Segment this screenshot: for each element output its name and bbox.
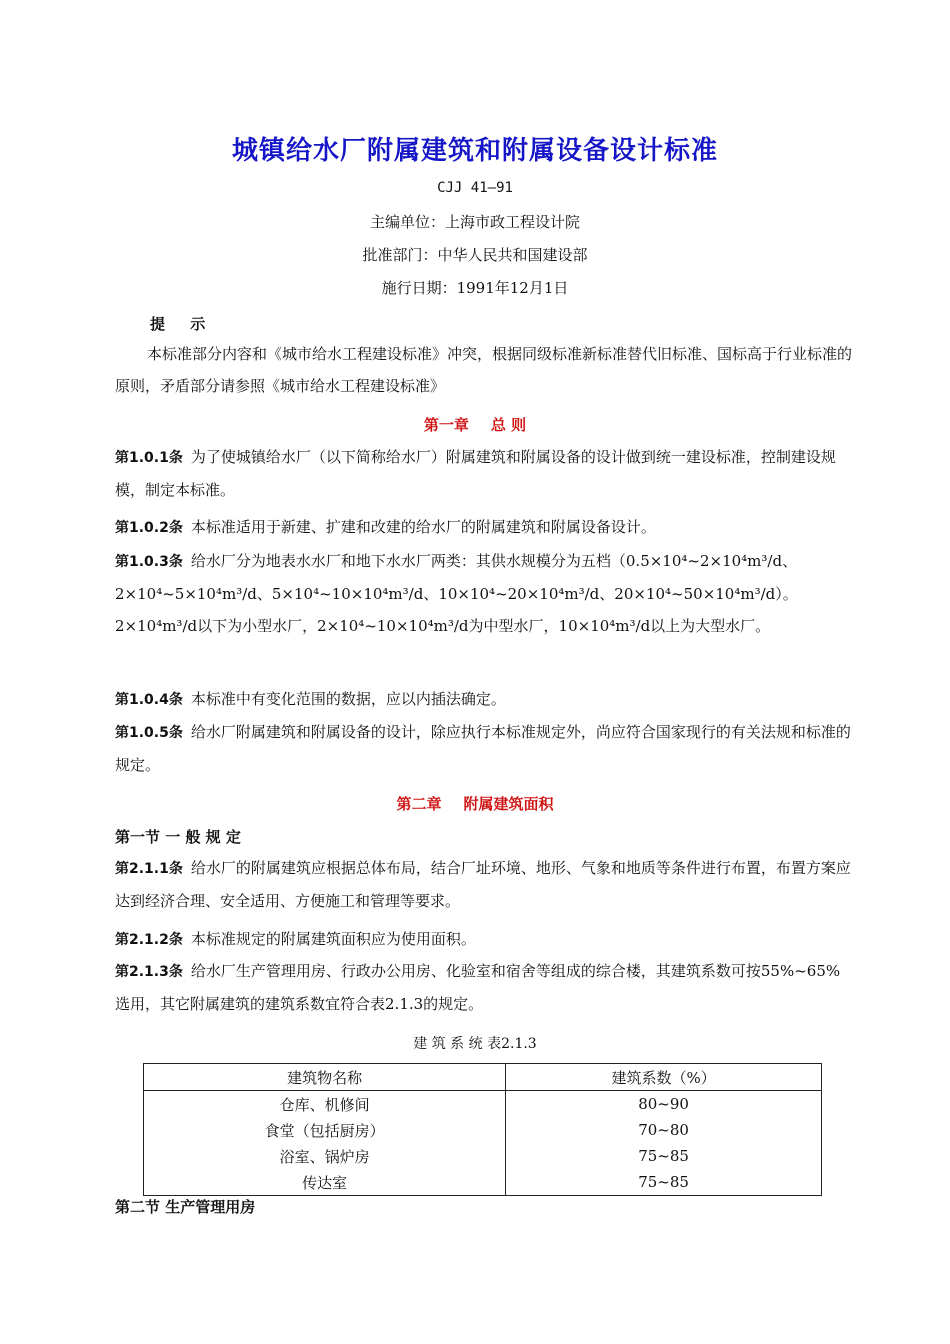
clause-text: 给水厂生产管理用房、行政办公用房、化验室和宿舍等组成的综合楼，其建筑系数可按55%~65%选用，其它附属建筑的建筑系数宜符合表2.1.3的规定。: [115, 962, 841, 1013]
table-caption: 建 筑 系 统 表2.1.3: [413, 1036, 537, 1052]
chapter-2-heading: [0, 793, 950, 814]
chapter-2-number: 第二章: [396, 795, 442, 813]
clause-number: 第1.0.5条: [115, 725, 183, 741]
notice-text: 本标准部分内容和《城市给水工程建设标准》冲突，根据同级标准新标准替代旧标准、国标高于行业标准的原则，矛盾部分请参照《城市给水工程建设标准》: [115, 345, 853, 395]
clause-1-0-1: [115, 441, 855, 506]
clause-number: 第2.1.3条: [115, 964, 183, 980]
building-name-cell: 食堂（包括厨房）: [144, 1117, 506, 1143]
table-header-row: [144, 1064, 822, 1091]
clause-text: 给水厂分为地表水水厂和地下水水厂两类：其供水规模分为五档（0.5×10⁴~2×10⁴m³/d、2×10⁴~5×10⁴m³/d、5×10⁴~10×10⁴m³/d、10×10⁴~20×10⁴m³/d、20×10⁴~50×10⁴m³/d）。2×10⁴m³/d以下为小型水厂，2×10⁴~10×10⁴m³/d为中型水厂，10×10⁴m³/d以上为大型水厂。: [115, 552, 798, 635]
clause-number: 第2.1.2条: [115, 932, 183, 948]
coefficient-cell: 70~80: [506, 1117, 822, 1143]
clause-number: 第1.0.1条: [115, 450, 183, 466]
table-row: [144, 1143, 822, 1169]
coefficient-cell: 75~85: [506, 1169, 822, 1196]
clause-2-1-3: [115, 955, 855, 1020]
clause-text: 本标准规定的附属建筑面积应为使用面积。: [190, 930, 476, 948]
chapter-1-number: 第一章: [423, 416, 469, 434]
building-name-cell: 传达室: [144, 1169, 506, 1196]
clause-text: 本标准中有变化范围的数据，应以内插法确定。: [190, 690, 506, 708]
building-name-cell: 仓库、机修间: [144, 1091, 506, 1118]
clause-text: 为了使城镇给水厂（以下简称给水厂）附属建筑和附属设备的设计做到统一建设标准，控制建设规模，制定本标准。: [115, 448, 836, 499]
clause-number: 第1.0.4条: [115, 692, 183, 708]
clause-2-1-2: [115, 923, 855, 956]
coefficient-cell: 80~90: [506, 1091, 822, 1118]
chapter-1-heading: [0, 414, 950, 435]
chapter-2-name: 附属建筑面积: [463, 795, 554, 813]
chapter-1-name: 总 则: [490, 416, 527, 434]
clause-text: 给水厂附属建筑和附属设备的设计，除应执行本标准规定外，尚应符合国家现行的有关法规和标准的规定。: [115, 723, 851, 774]
table-row: [144, 1117, 822, 1143]
clause-1-0-3: [115, 545, 855, 642]
notice-heading: 提 示: [150, 315, 216, 333]
standard-code: CJJ 41—91: [437, 180, 513, 196]
clause-number: 第1.0.2条: [115, 520, 183, 536]
approving-department: 批准部门：中华人民共和国建设部: [362, 246, 588, 264]
clause-text: 本标准适用于新建、扩建和改建的给水厂的附属建筑和附属设备设计。: [190, 518, 656, 536]
clause-2-1-1: [115, 852, 855, 917]
effective-date: 施行日期：1991年12月1日: [381, 279, 569, 297]
clause-text: 给水厂的附属建筑应根据总体布局，结合厂址环境、地形、气象和地质等条件进行布置，布置方案应达到经济合理、安全适用、方便施工和管理等要求。: [115, 859, 851, 910]
table-row: [144, 1091, 822, 1118]
coefficient-cell: 75~85: [506, 1143, 822, 1169]
section-2-title: 第二节 生产管理用房: [115, 1198, 256, 1216]
clause-1-0-2: [115, 511, 855, 544]
clause-number: 第1.0.3条: [115, 554, 183, 570]
clause-1-0-5: [115, 716, 855, 781]
clause-1-0-4: [115, 683, 855, 716]
editor-unit: 主编单位：上海市政工程设计院: [369, 213, 580, 231]
clause-number: 第2.1.1条: [115, 861, 183, 877]
column-header-coefficient: 建筑系数（%）: [506, 1064, 822, 1091]
table-row: [144, 1169, 822, 1196]
section-1-title: 第一节 一 般 规 定: [115, 828, 241, 846]
document-title: 城镇给水厂附属建筑和附属设备设计标准: [231, 136, 718, 166]
building-coefficient-table: [143, 1063, 822, 1196]
building-name-cell: 浴室、锅炉房: [144, 1143, 506, 1169]
column-header-building: 建筑物名称: [144, 1064, 506, 1091]
